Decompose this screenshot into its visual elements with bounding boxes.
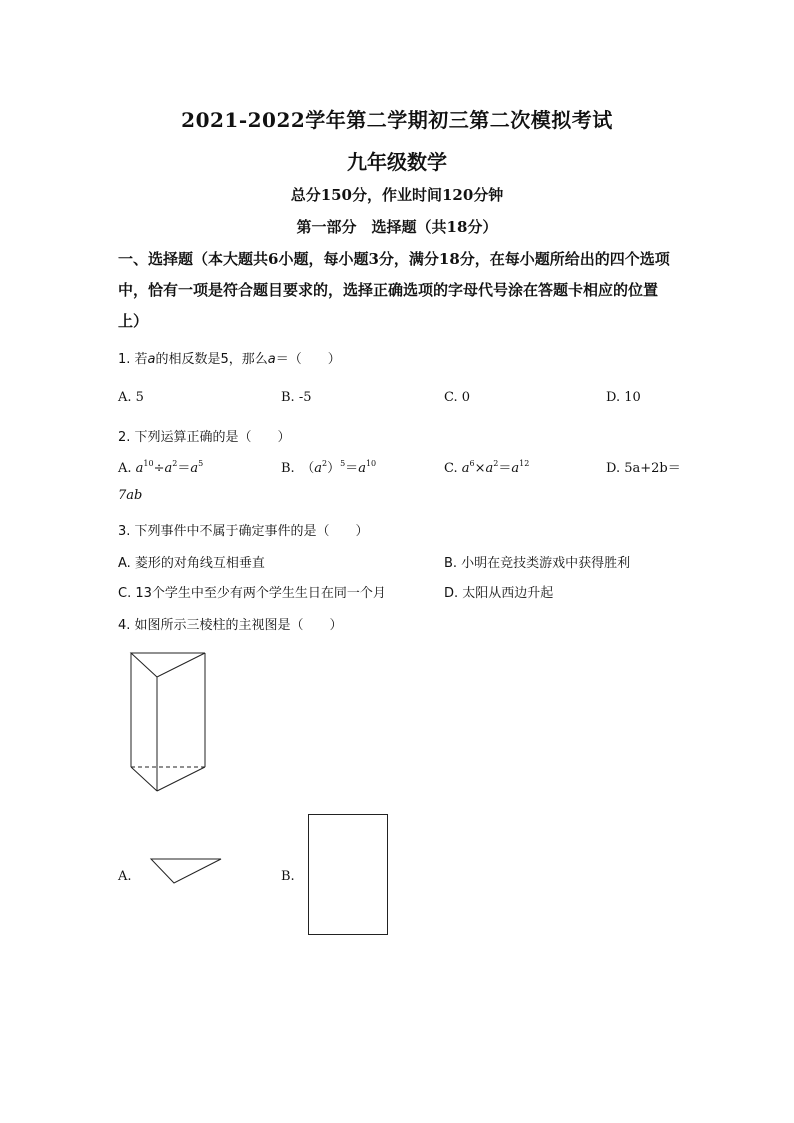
prism-bottom-left: [131, 767, 157, 791]
part-heading: 第一部分 选择题（共18分）: [296, 218, 498, 236]
q2-option-c: C. $a^6\times a^2=a^{12}$: [444, 459, 530, 476]
q3-option-b: B. 小明在竞技类游戏中获得胜利: [444, 556, 631, 571]
triangular-prism-figure: [120, 645, 220, 800]
q2-option-a: A. $a^{10}\div a^2=a^5$: [118, 459, 204, 476]
subject-title: 九年级数学: [347, 150, 447, 174]
q2-option-d-continued: 7ab: [118, 488, 143, 503]
q1-option-d: D. 10: [606, 390, 641, 405]
question-2: 2. 下列运算正确的是（ ）: [118, 430, 291, 445]
q2-option-b: B. $(a^2)^5=a^{10}$: [281, 459, 377, 476]
exam-title: 2021-2022学年第二学期初三第二次模拟考试: [181, 108, 613, 132]
q3-option-d: D. 太阳从西边升起: [444, 586, 554, 601]
prism-top-face: [131, 653, 205, 677]
q4-option-b-label: B.: [281, 869, 295, 884]
q1-stem-mid: 的相反数是5，那么: [155, 352, 268, 367]
q1-var-a: a: [147, 352, 156, 367]
q4-option-b-rectangle: [306, 812, 392, 938]
q3-option-a: A. 菱形的对角线互相垂直: [118, 556, 265, 571]
q1-option-c: C. 0: [444, 390, 471, 405]
q4-option-a-label: A.: [118, 869, 132, 884]
q1-stem-post: ＝（ ）: [275, 352, 341, 367]
q1-stem-pre: 1. 若: [118, 352, 148, 367]
question-1: [118, 348, 341, 367]
q1-option-b: B. -5: [281, 390, 312, 405]
exam-info: 总分150分，作业时间120分钟: [290, 186, 504, 204]
q1-var-a2: a: [267, 352, 276, 367]
q1-option-a: A. 5: [118, 390, 144, 405]
prism-bottom-right: [157, 767, 205, 791]
q4-option-a-triangle: [148, 856, 226, 888]
question-4: 4. 如图所示三棱柱的主视图是（ ）: [118, 618, 343, 633]
q3-option-c: C. 13个学生中至少有两个学生生日在同一个月: [118, 586, 386, 601]
section-instructions: 一、选择题（本大题共6小题，每小题3分，满分18分，在每小题所给出的四个选项中，恰有一项是符合题目要求的，选择正确选项的字母代号涂在答题卡相应的位置上）: [118, 250, 670, 330]
q2-option-d: D. 5a+2b＝: [606, 461, 681, 476]
question-3: 3. 下列事件中不属于确定事件的是（ ）: [118, 524, 369, 539]
